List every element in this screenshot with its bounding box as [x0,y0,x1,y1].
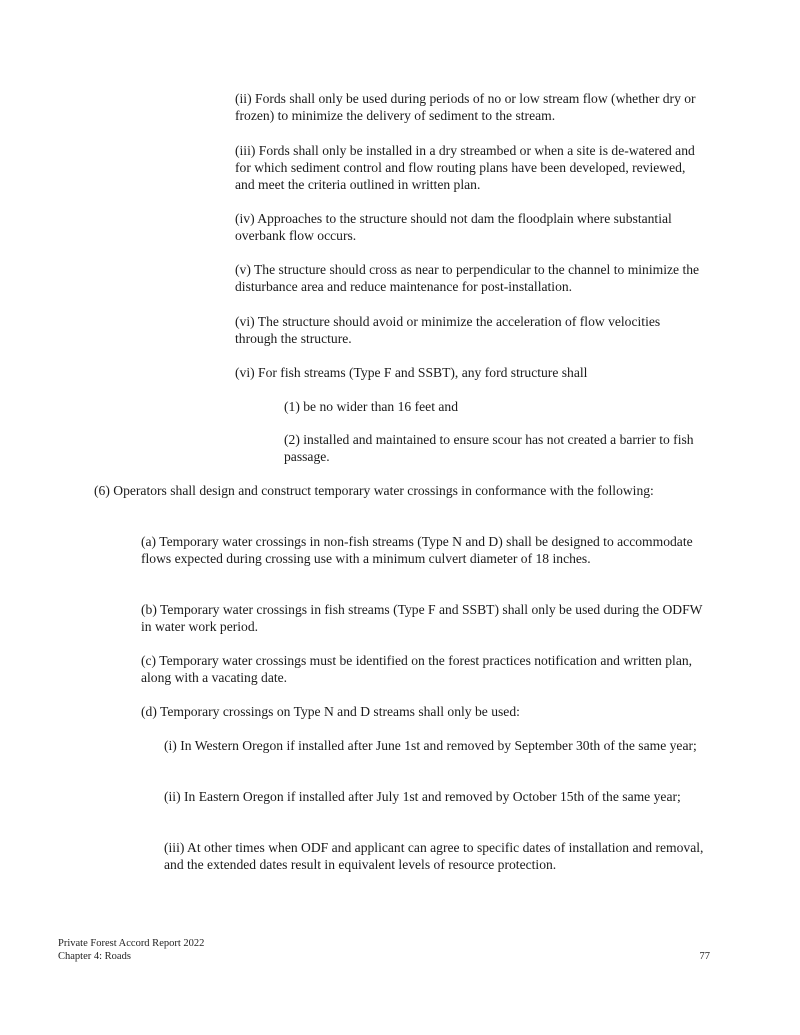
paragraph-section-6b: (b) Temporary water crossings in fish streams (Type F and SSBT) shall only be used during the ODFW in water work period. [141,602,703,634]
paragraph-section-6d-ii: (ii) In Eastern Oregon if installed after July 1st and removed by October 15th of the same year; [164,789,681,804]
footer-chapter: Chapter 4: Roads [58,951,131,962]
paragraph-fords-vi-a: (vi) The structure should avoid or minimize the acceleration of flow velocities through the structure. [235,314,661,346]
paragraph-section-6d: (d) Temporary crossings on Type N and D streams shall only be used: [141,704,520,719]
paragraph-section-6c: (c) Temporary water crossings must be identified on the forest practices notification and written plan, along with a vacating date. [141,653,693,685]
paragraph-fish-2: (2) installed and maintained to ensure scour has not created a barrier to fish passage. [284,432,694,464]
paragraph-fish-1: (1) be no wider than 16 feet and [284,399,459,414]
paragraph-section-6d-iii: (iii) At other times when ODF and applicant can agree to specific dates of installation and removal, and the extended dates result in equivalent levels of resource protection. [164,840,704,872]
paragraph-section-6d-i: (i) In Western Oregon if installed after June 1st and removed by September 30th of the same year; [164,738,697,753]
paragraph-fords-v: (v) The structure should cross as near to perpendicular to the channel to minimize the disturbance area and reduce maintenance for post-installation. [235,262,700,294]
paragraph-fords-iv: (iv) Approaches to the structure should not dam the floodplain where substantial overbank flow occurs. [235,211,672,243]
paragraph-fords-iii: (iii) Fords shall only be installed in a dry streambed or when a site is de-watered and for which sediment control and flow routing plans have been developed, reviewed, and meet the criteria outlined in written plan. [235,143,695,192]
paragraph-section-6: (6) Operators shall design and construct temporary water crossings in conformance with the following: [94,483,654,498]
paragraph-fords-vi-b: (vi) For fish streams (Type F and SSBT), any ford structure shall [235,365,588,380]
paragraph-fords-ii: (ii) Fords shall only be used during periods of no or low stream flow (whether dry or frozen) to minimize the delivery of sediment to the stream. [235,91,696,123]
paragraph-section-6a: (a) Temporary water crossings in non-fish streams (Type N and D) shall be designed to accommodate flows expected during crossing use with a minimum culvert diameter of 18 inches. [141,534,693,566]
footer-report-title: Private Forest Accord Report 2022 [58,938,205,949]
footer-page-number: 77 [699,951,710,962]
